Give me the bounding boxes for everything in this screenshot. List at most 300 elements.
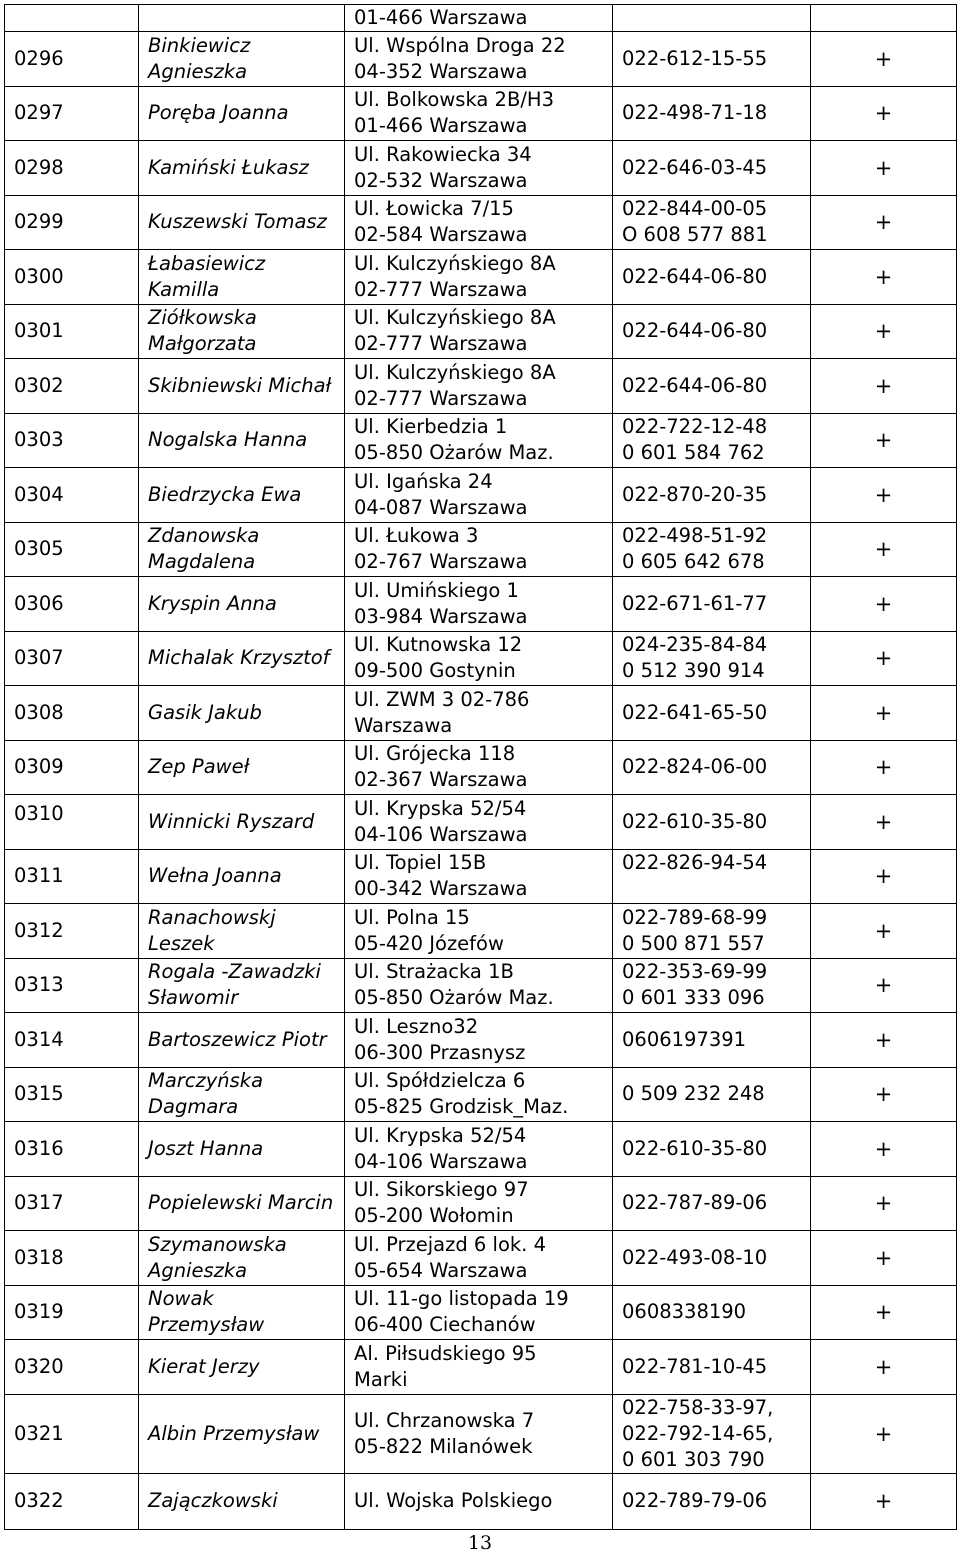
address-cell xyxy=(345,740,613,795)
address-line: Ul. Rakowiecka 34 xyxy=(354,142,532,166)
phone-numbers-line: 022-353-69-99 xyxy=(622,960,768,984)
phone-numbers-cell xyxy=(613,195,811,250)
address-line: Ul. Leszno32 xyxy=(354,1014,479,1038)
record-id-cell xyxy=(5,359,139,414)
phone-numbers-cell xyxy=(613,86,811,141)
phone-numbers-line: 022-781-10-45 xyxy=(622,1354,768,1378)
person-name-line: Bartoszewicz Piotr xyxy=(148,1027,327,1051)
status-mark-cell xyxy=(811,577,957,632)
status-mark: + xyxy=(874,1136,893,1161)
table-row xyxy=(5,1285,957,1340)
address-line: 05-822 Milanówek xyxy=(354,1434,533,1458)
person-name-cell xyxy=(139,32,345,87)
person-name-line: Michalak Krzysztof xyxy=(148,646,330,670)
record-id-cell xyxy=(5,1394,139,1473)
status-mark: + xyxy=(874,973,893,998)
phone-numbers-cell xyxy=(613,1394,811,1473)
status-mark: + xyxy=(874,46,893,71)
address-line: 02-777 Warszawa xyxy=(354,332,528,356)
record-id-cell xyxy=(5,631,139,686)
record-id: 0302 xyxy=(14,373,64,397)
status-mark-cell xyxy=(811,32,957,87)
record-id: 0322 xyxy=(14,1489,64,1512)
address-line: 05-654 Warszawa xyxy=(354,1258,528,1282)
address-line: 05-200 Wołomin xyxy=(354,1204,514,1228)
table-row xyxy=(5,1067,957,1122)
status-mark-cell xyxy=(811,849,957,904)
status-mark: + xyxy=(874,864,893,889)
person-name-line: Popielewski Marcin xyxy=(148,1191,334,1215)
person-name-cell xyxy=(139,1473,345,1529)
person-name-cell xyxy=(139,1231,345,1286)
phone-numbers-cell xyxy=(613,1231,811,1286)
status-mark-cell xyxy=(811,686,957,741)
phone-numbers-line: 022-787-89-06 xyxy=(622,1191,768,1215)
phone-numbers-line: 022-824-06-00 xyxy=(622,755,768,779)
person-name-cell xyxy=(139,250,345,305)
address-line: Ul. Kulczyńskiego 8A xyxy=(354,251,556,275)
address-cell xyxy=(345,141,613,196)
status-mark-cell xyxy=(811,904,957,959)
person-name-line: Joszt Hanna xyxy=(148,1136,264,1160)
record-id-cell xyxy=(5,141,139,196)
address-cell xyxy=(345,1122,613,1177)
person-name-cell xyxy=(139,1285,345,1340)
phone-numbers-cell xyxy=(613,1340,811,1395)
status-mark: + xyxy=(874,537,893,562)
address-cell xyxy=(345,359,613,414)
address-line: Al. Piłsudskiego 95 xyxy=(354,1341,537,1365)
record-id-cell xyxy=(5,304,139,359)
person-name-cell xyxy=(139,795,345,850)
table-row xyxy=(5,86,957,141)
record-id-cell xyxy=(5,1176,139,1231)
address-line: 02-532 Warszawa xyxy=(354,168,528,192)
status-mark: + xyxy=(874,1421,893,1446)
status-mark-cell xyxy=(811,1122,957,1177)
table-row xyxy=(5,740,957,795)
person-name-cell xyxy=(139,141,345,196)
person-name-line: Małgorzata xyxy=(148,332,257,356)
table-row xyxy=(5,958,957,1013)
address-line: Ul. Polna 15 xyxy=(354,905,470,929)
record-id: 0318 xyxy=(14,1245,64,1269)
person-name-line: Poręba Joanna xyxy=(148,101,289,125)
phone-numbers-cell xyxy=(613,250,811,305)
record-id-cell xyxy=(5,1013,139,1068)
person-name-line: Ranachowskj xyxy=(148,905,276,929)
person-name-line: Agnieszka xyxy=(148,1258,248,1282)
table-row xyxy=(5,141,957,196)
address-line: Ul. Spółdzielcza 6 xyxy=(354,1069,526,1093)
record-id: 0300 xyxy=(14,264,64,288)
status-mark-cell xyxy=(811,413,957,468)
phone-numbers-line: O 608 577 881 xyxy=(622,223,768,247)
record-id-cell xyxy=(5,1340,139,1395)
person-name-cell xyxy=(139,522,345,577)
phone-numbers-cell xyxy=(613,1013,811,1068)
status-mark-cell xyxy=(811,141,957,196)
phone-numbers-line: 022-644-06-80 xyxy=(622,264,768,288)
address-line: Ul. Strażacka 1B xyxy=(354,960,514,984)
directory-table xyxy=(4,4,957,1530)
status-mark: + xyxy=(874,646,893,671)
phone-numbers-cell xyxy=(613,522,811,577)
status-mark-cell xyxy=(811,250,957,305)
address-line: 06-400 Ciechanów xyxy=(354,1313,536,1337)
record-id: 0301 xyxy=(14,319,64,343)
status-mark: + xyxy=(874,591,893,616)
person-name-cell xyxy=(139,577,345,632)
phone-numbers-line: 0 509 232 248 xyxy=(622,1082,765,1106)
record-id-cell xyxy=(5,413,139,468)
address-cell xyxy=(345,195,613,250)
status-mark: + xyxy=(874,264,893,289)
person-name-line: Wełna Joanna xyxy=(148,864,282,888)
address-line: 04-106 Warszawa xyxy=(354,1149,528,1173)
table-row xyxy=(5,1013,957,1068)
person-name-cell xyxy=(139,958,345,1013)
address-line: Ul. Krypska 52/54 xyxy=(354,1123,527,1147)
record-id-cell xyxy=(5,740,139,795)
address-cell xyxy=(345,1394,613,1473)
phone-numbers-line: 0 500 871 557 xyxy=(622,931,765,955)
address-cell xyxy=(345,1013,613,1068)
person-name-cell xyxy=(139,849,345,904)
status-mark-cell xyxy=(811,1473,957,1529)
status-mark: + xyxy=(874,755,893,780)
record-id-cell xyxy=(5,250,139,305)
address-line: 01-466 Warszawa xyxy=(354,6,528,29)
record-id-cell xyxy=(5,849,139,904)
status-mark-cell xyxy=(811,86,957,141)
phone-numbers-line: 022-870-20-35 xyxy=(622,482,768,506)
table-row xyxy=(5,32,957,87)
phone-numbers-cell xyxy=(613,958,811,1013)
phone-numbers-line: 0606197391 xyxy=(622,1027,747,1051)
table-row xyxy=(5,522,957,577)
status-mark-cell xyxy=(811,958,957,1013)
person-name-cell xyxy=(139,904,345,959)
status-mark-cell xyxy=(811,195,957,250)
person-name-line: Kierat Jerzy xyxy=(148,1354,260,1378)
status-mark-cell xyxy=(811,1394,957,1473)
person-name-cell xyxy=(139,740,345,795)
address-cell xyxy=(345,1067,613,1122)
phone-numbers-cell xyxy=(613,5,811,32)
address-line: 02-367 Warszawa xyxy=(354,768,528,792)
address-line: Ul. Umińskiego 1 xyxy=(354,578,519,602)
status-mark-cell xyxy=(811,5,957,32)
record-id: 0307 xyxy=(14,646,64,670)
table-row xyxy=(5,1176,957,1231)
address-line: 03-984 Warszawa xyxy=(354,604,528,628)
phone-numbers-cell xyxy=(613,141,811,196)
table-row xyxy=(5,795,957,850)
address-cell xyxy=(345,1231,613,1286)
status-mark: + xyxy=(874,809,893,834)
address-line: 00-342 Warszawa xyxy=(354,877,528,901)
address-line: 02-777 Warszawa xyxy=(354,386,528,410)
status-mark: + xyxy=(874,482,893,507)
address-line: Ul. Grójecka 118 xyxy=(354,742,516,766)
status-mark-cell xyxy=(811,1176,957,1231)
address-line: Ul. Igańska 24 xyxy=(354,469,493,493)
phone-numbers-line: 0 605 642 678 xyxy=(622,550,765,574)
address-line: 05-420 Józefów xyxy=(354,931,504,955)
table-row xyxy=(5,304,957,359)
record-id-cell xyxy=(5,1231,139,1286)
person-name-line: Marczyńska xyxy=(148,1069,264,1093)
status-mark: + xyxy=(874,428,893,453)
phone-numbers-cell xyxy=(613,304,811,359)
address-line: 04-352 Warszawa xyxy=(354,59,528,83)
address-line: 02-584 Warszawa xyxy=(354,223,528,247)
phone-numbers-cell xyxy=(613,1122,811,1177)
person-name-cell xyxy=(139,359,345,414)
directory-table-body xyxy=(5,5,957,1530)
phone-numbers-line: 022-792-14-65, xyxy=(622,1421,774,1445)
status-mark: + xyxy=(874,1245,893,1270)
address-line: 06-300 Przasnysz xyxy=(354,1040,526,1064)
address-line: 01-466 Warszawa xyxy=(354,114,528,138)
person-name-line: Biedrzycka Ewa xyxy=(148,482,302,506)
record-id-cell xyxy=(5,32,139,87)
person-name-cell xyxy=(139,686,345,741)
table-row xyxy=(5,1473,957,1529)
phone-numbers-cell xyxy=(613,631,811,686)
address-cell xyxy=(345,686,613,741)
address-cell xyxy=(345,631,613,686)
address-cell xyxy=(345,86,613,141)
person-name-line: Zep Paweł xyxy=(148,755,250,779)
table-row xyxy=(5,1394,957,1473)
status-mark: + xyxy=(874,1191,893,1216)
person-name-line: Binkiewicz xyxy=(148,33,251,57)
address-line: Ul. Łowicka 7/15 xyxy=(354,197,514,221)
address-cell xyxy=(345,522,613,577)
table-row xyxy=(5,686,957,741)
status-mark: + xyxy=(874,1027,893,1052)
person-name-cell xyxy=(139,86,345,141)
phone-numbers-cell xyxy=(613,468,811,523)
phone-numbers-line: 0 512 390 914 xyxy=(622,659,765,683)
record-id-cell xyxy=(5,195,139,250)
person-name-line: Gasik Jakub xyxy=(148,700,262,724)
person-name-cell xyxy=(139,1013,345,1068)
status-mark: + xyxy=(874,373,893,398)
phone-numbers-line: 022-610-35-80 xyxy=(622,1136,768,1160)
person-name-cell xyxy=(139,1340,345,1395)
status-mark-cell xyxy=(811,359,957,414)
status-mark-cell xyxy=(811,1067,957,1122)
status-mark: + xyxy=(874,101,893,126)
record-id: 0321 xyxy=(14,1421,64,1445)
phone-numbers-line: 022-789-79-06 xyxy=(622,1489,768,1512)
address-line: Ul. Topiel 15B xyxy=(354,851,487,875)
person-name-cell xyxy=(139,631,345,686)
person-name-cell xyxy=(139,1067,345,1122)
record-id: 0312 xyxy=(14,918,64,942)
status-mark-cell xyxy=(811,1285,957,1340)
phone-numbers-cell xyxy=(613,686,811,741)
address-cell xyxy=(345,904,613,959)
phone-numbers-line: 022-646-03-45 xyxy=(622,155,768,179)
status-mark: + xyxy=(874,319,893,344)
record-id-cell xyxy=(5,1122,139,1177)
status-mark: + xyxy=(874,1489,893,1513)
address-line: 05-850 Ożarów Maz. xyxy=(354,986,554,1010)
person-name-line: Kamiński Łukasz xyxy=(148,155,309,179)
phone-numbers-line: 022-758-33-97, xyxy=(622,1395,774,1419)
phone-numbers-line: 022-498-71-18 xyxy=(622,101,768,125)
person-name-line: Zajączkowski xyxy=(148,1489,278,1512)
phone-numbers-line: 022-644-06-80 xyxy=(622,373,768,397)
address-line: Marki xyxy=(354,1367,408,1391)
table-row xyxy=(5,904,957,959)
record-id-cell xyxy=(5,686,139,741)
record-id: 0310 xyxy=(14,802,64,825)
address-line: Ul. Wspólna Droga 22 xyxy=(354,33,566,57)
status-mark: + xyxy=(874,1300,893,1325)
address-line: 04-087 Warszawa xyxy=(354,495,528,519)
address-line: 04-106 Warszawa xyxy=(354,822,528,846)
phone-numbers-cell xyxy=(613,1176,811,1231)
record-id-cell xyxy=(5,577,139,632)
status-mark: + xyxy=(874,918,893,943)
table-row xyxy=(5,359,957,414)
phone-numbers-line: 022-722-12-48 xyxy=(622,415,768,439)
phone-numbers-cell xyxy=(613,577,811,632)
address-cell xyxy=(345,32,613,87)
record-id: 0313 xyxy=(14,973,64,997)
address-cell xyxy=(345,1176,613,1231)
table-row xyxy=(5,250,957,305)
table-row xyxy=(5,468,957,523)
address-line: Ul. Łukowa 3 xyxy=(354,524,479,548)
address-line: Ul. Przejazd 6 lok. 4 xyxy=(354,1232,546,1256)
record-id: 0319 xyxy=(14,1300,64,1324)
status-mark-cell xyxy=(811,522,957,577)
record-id: 0304 xyxy=(14,482,64,506)
phone-numbers-cell xyxy=(613,795,811,850)
status-mark-cell xyxy=(811,1340,957,1395)
address-cell xyxy=(345,413,613,468)
address-cell xyxy=(345,958,613,1013)
address-cell xyxy=(345,468,613,523)
address-cell xyxy=(345,304,613,359)
person-name-line: Albin Przemysław xyxy=(148,1421,320,1445)
address-cell xyxy=(345,250,613,305)
address-line: Ul. Kulczyńskiego 8A xyxy=(354,360,556,384)
record-id-cell xyxy=(5,1473,139,1529)
person-name-cell xyxy=(139,468,345,523)
record-id-cell xyxy=(5,904,139,959)
phone-numbers-line: 0 601 333 096 xyxy=(622,986,765,1010)
phone-numbers-cell xyxy=(613,32,811,87)
phone-numbers-cell xyxy=(613,740,811,795)
person-name-line: Winnicki Ryszard xyxy=(148,809,315,833)
phone-numbers-line: 022-498-51-92 xyxy=(622,524,768,548)
phone-numbers-cell xyxy=(613,413,811,468)
table-row xyxy=(5,5,957,32)
person-name-line: Zdanowska xyxy=(148,524,260,548)
person-name-cell xyxy=(139,5,345,32)
address-line: Ul. Wojska Polskiego xyxy=(354,1489,553,1512)
phone-numbers-line: 022-844-00-05 xyxy=(622,197,768,221)
address-line: Ul. Kutnowska 12 xyxy=(354,633,523,657)
phone-numbers-line: 022-644-06-80 xyxy=(622,319,768,343)
person-name-line: Przemysław xyxy=(148,1313,265,1337)
person-name-cell xyxy=(139,195,345,250)
address-line: 05-850 Ożarów Maz. xyxy=(354,441,554,465)
record-id-cell xyxy=(5,522,139,577)
status-mark: + xyxy=(874,155,893,180)
address-line: Ul. Sikorskiego 97 xyxy=(354,1178,529,1202)
person-name-line: Kuszewski Tomasz xyxy=(148,210,327,234)
phone-numbers-cell xyxy=(613,1067,811,1122)
person-name-line: Łabasiewicz xyxy=(148,251,266,275)
phone-numbers-cell xyxy=(613,359,811,414)
address-line: Ul. Kulczyńskiego 8A xyxy=(354,306,556,330)
person-name-line: Nowak xyxy=(148,1287,214,1311)
status-mark-cell xyxy=(811,468,957,523)
status-mark-cell xyxy=(811,740,957,795)
record-id: 0299 xyxy=(14,210,64,234)
record-id: 0297 xyxy=(14,101,64,125)
person-name-line: Nogalska Hanna xyxy=(148,428,308,452)
record-id-cell xyxy=(5,1285,139,1340)
table-row xyxy=(5,413,957,468)
record-id-cell xyxy=(5,5,139,32)
status-mark: + xyxy=(874,1354,893,1379)
record-id: 0296 xyxy=(14,46,64,70)
record-id: 0298 xyxy=(14,155,64,179)
person-name-line: Skibniewski Michał xyxy=(148,373,332,397)
record-id: 0320 xyxy=(14,1354,64,1378)
phone-numbers-cell xyxy=(613,849,811,904)
address-line: 02-767 Warszawa xyxy=(354,550,528,574)
table-row xyxy=(5,1122,957,1177)
record-id: 0309 xyxy=(14,755,64,779)
table-row xyxy=(5,631,957,686)
address-line: 09-500 Gostynin xyxy=(354,659,516,683)
record-id: 0317 xyxy=(14,1191,64,1215)
record-id: 0311 xyxy=(14,864,64,888)
status-mark: + xyxy=(874,210,893,235)
table-row xyxy=(5,849,957,904)
record-id: 0315 xyxy=(14,1082,64,1106)
address-line: 05-825 Grodzisk_Maz. xyxy=(354,1095,569,1119)
record-id-cell xyxy=(5,1067,139,1122)
person-name-cell xyxy=(139,304,345,359)
address-line: Ul. Kierbedzia 1 xyxy=(354,415,508,439)
record-id: 0316 xyxy=(14,1136,64,1160)
phone-numbers-line: 022-671-61-77 xyxy=(622,591,768,615)
person-name-cell xyxy=(139,1122,345,1177)
person-name-cell xyxy=(139,1176,345,1231)
address-cell xyxy=(345,1340,613,1395)
phone-numbers-line: 0608338190 xyxy=(622,1300,747,1324)
person-name-line: Dagmara xyxy=(148,1095,239,1119)
person-name-line: Rogala -Zawadzki xyxy=(148,960,321,984)
address-line: Ul. 11-go listopada 19 xyxy=(354,1287,569,1311)
phone-numbers-line: 024-235-84-84 xyxy=(622,633,768,657)
address-cell xyxy=(345,1473,613,1529)
phone-numbers-line: 0 601 303 790 xyxy=(622,1447,765,1471)
record-id-cell xyxy=(5,958,139,1013)
page-number: 13 xyxy=(467,1532,493,1554)
